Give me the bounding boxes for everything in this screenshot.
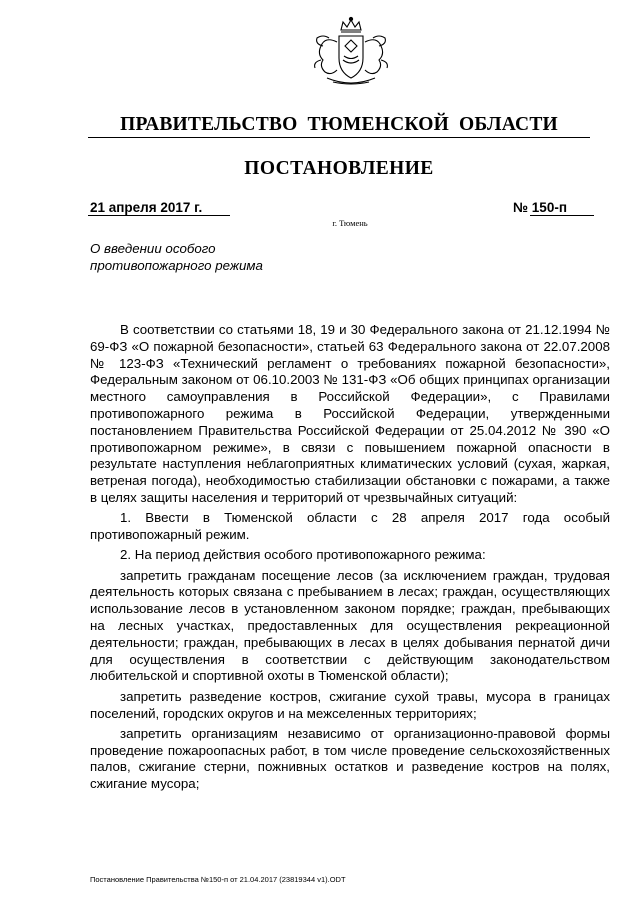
clause-2-item-organizations-ban: запретить организациям независимо от организационно-правовой формы проведение пожароопасных работ, в том числе проведение сельскохозяйственных палов, сжигание стерни, пожнивных остатков и разведение костров на полях, сжигание мусора; [90,725,610,792]
clause-1-paragraph: 1. Ввести в Тюменской области с 28 апреля 2017 года особый противопожарный режим. [90,510,610,543]
page-footer: Постановление Правительства №150-п от 21.04.2017 (23819344 v1).ODT [90,875,346,884]
document-date: 21 апреля 2017 г. [90,200,203,215]
tyumen-region-coat-of-arms-icon [303,16,399,88]
header-rule [88,137,590,138]
document-number: № 150-п [513,200,567,215]
subject-line-1: О введении особого [90,241,216,256]
date-underline [88,215,230,216]
document-city: г. Тюмень [332,218,368,228]
number-underline [530,215,594,216]
document-subject [90,240,310,274]
organization-title: ПРАВИТЕЛЬСТВО ТЮМЕНСКОЙ ОБЛАСТИ [120,114,558,135]
document-body [90,322,610,797]
clause-2-paragraph: 2. На период действия особого противопожарного режима: [120,547,486,563]
clause-2-item-bonfire-ban: запретить разведение костров, сжигание сухой травы, мусора в границах поселений, городских округов и на межселенных территориях; [90,688,610,721]
document-type: ПОСТАНОВЛЕНИЕ [244,158,434,179]
subject-line-2: противопожарного режима [90,258,263,273]
clause-2-item-forest-ban: запретить гражданам посещение лесов (за исключением граждан, трудовая деятельность которых связана с пребыванием в лесах; граждан, осуществляющих использование лесов в установленном законом порядке; граждан, пребывающих на лесных участках, предоставленных для осуществления рекреационной деятельности; граждан, пребывающих в лесах в целях добывания пернатой дичи для осуществления в соответствии с действующим законодательством любительской и спортивной охоты в Тюменской области); [90,567,610,684]
preamble-paragraph: В соответствии со статьями 18, 19 и 30 Федерального закона от 21.12.1994 № 69-ФЗ «О пожарной безопасности», статьей 63 Федерального закона от 22.07.2008 № 123-ФЗ «Технический регламент о требованиях пожарной безопасности», Федеральным законом от 06.10.2003 № 131-ФЗ «Об общих принципах организации местного самоуправления в Российской Федерации», с Правилами противопожарного режима в Российской Федерации, утвержденными постановлением Правительства Российской Федерации от 25.04.2012 № 390 «О противопожарном режиме», в связи с повышением пожарной опасности в результате наступления неблагоприятных климатических условий (сухая, жаркая, ветреная погода), необходимостью стабилизации обстановки с пожарами, а также в целях защиты населения и территорий от чрезвычайных ситуаций: [90,322,610,505]
